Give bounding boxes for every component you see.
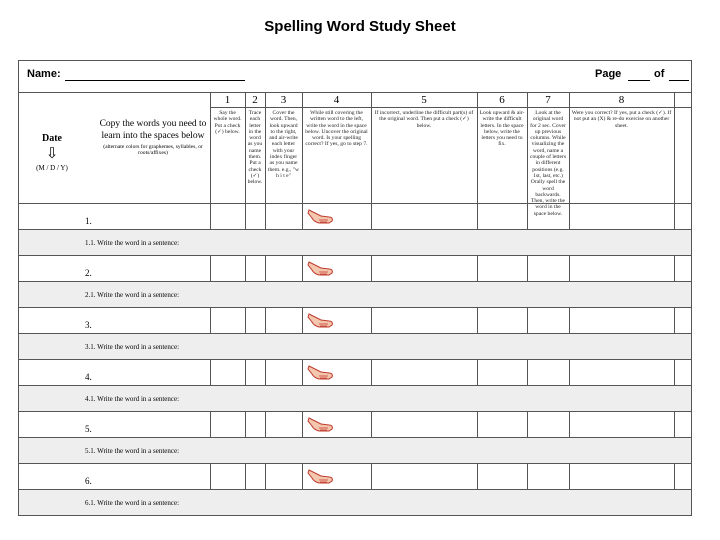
column-divider [674,203,675,229]
column-divider [302,307,303,333]
column-divider [569,411,570,437]
date-format: (M / D / Y) [36,164,68,172]
step-7-cell[interactable] [527,255,569,281]
column-divider [371,203,372,229]
step-6-cell[interactable] [477,411,527,437]
step-7-instructions: Look at the original word for 2 sec. Cover up previous columns. While visualizing the word, name a couple of letters in different positions (e.g. 1st, last, etc.) Orally spell the word backwards. Then, write the word in the space below. [529,110,567,217]
step-7-cell[interactable] [527,359,569,385]
step-8-cell[interactable] [569,255,674,281]
name-label: Name: [27,68,61,80]
step-2-cell[interactable] [245,463,265,489]
column-divider [527,463,528,489]
column-divider [477,203,478,229]
step-2-cell[interactable] [245,203,265,229]
step-8-cell[interactable] [674,463,691,489]
sentence-prompt[interactable]: 3.1. Write the word in a sentence: [85,343,180,351]
page-total-field[interactable] [669,80,689,81]
study-sheet-table [18,60,692,516]
step-8-cell[interactable] [569,203,674,229]
column-divider [265,307,266,333]
column-divider [371,463,372,489]
column-divider [265,255,266,281]
step-1-cell[interactable] [210,255,245,281]
header-divider [210,107,691,108]
step-8-cell[interactable] [674,203,691,229]
column-divider [302,203,303,229]
step-8-number: 8 [618,94,625,106]
step-2-cell[interactable] [245,255,265,281]
sentence-prompt[interactable]: 5.1. Write the word in a sentence: [85,447,180,455]
step-8-cell[interactable] [674,255,691,281]
step-8-cell[interactable] [569,463,674,489]
header-divider [19,203,691,204]
step-6-cell[interactable] [477,255,527,281]
step-4-instructions: While still covering the written word to the left, write the word in the space below. Uncover the original word. Is your spelling correct? If yes, go to step 7. [305,110,368,148]
column-divider [245,463,246,489]
step-1-cell[interactable] [210,463,245,489]
step-8-cell[interactable] [674,411,691,437]
step-2-number: 2 [252,94,258,106]
column-divider [674,307,675,333]
step-3-cell[interactable] [265,255,302,281]
row-divider [19,385,691,386]
step-1-number: 1 [224,94,231,106]
word-entry-label: 4. [85,372,92,382]
sentence-prompt[interactable]: 1.1. Write the word in a sentence: [85,239,180,247]
word-entry-label: 6. [85,476,92,486]
date-column-header [23,133,81,172]
step-8-cell[interactable] [674,359,691,385]
step-3-cell[interactable] [265,307,302,333]
step-5-cell[interactable] [371,359,477,385]
column-divider [210,359,211,385]
column-divider [245,93,246,203]
step-6-number: 6 [499,94,505,106]
column-divider [371,93,372,203]
column-divider [265,411,266,437]
column-divider [302,359,303,385]
name-field[interactable] [65,80,245,81]
column-divider [302,411,303,437]
pointing-hand-icon [307,414,335,434]
column-divider [245,359,246,385]
column-divider [674,255,675,281]
column-divider [265,359,266,385]
step-6-instructions: Look upward & air-write the difficult letters. In the space below, write the letters you need to fix. [479,110,525,148]
column-divider [569,93,570,203]
copy-column-header [91,119,215,157]
step-3-cell[interactable] [265,203,302,229]
column-divider [210,411,211,437]
step-8-cell[interactable] [569,307,674,333]
column-divider [569,307,570,333]
step-1-cell[interactable] [210,307,245,333]
sentence-prompt[interactable]: 6.1. Write the word in a sentence: [85,499,180,507]
step-3-cell[interactable] [265,359,302,385]
column-divider [477,463,478,489]
pointing-hand-icon [307,258,335,278]
row-divider [19,229,691,230]
column-divider [371,359,372,385]
step-4-number: 4 [333,94,340,106]
step-8-cell[interactable] [569,359,674,385]
column-divider [674,359,675,385]
copy-note: (alternate colors for graphemes, syllables, or roots/affixes) [103,144,203,157]
page-label: Page [595,68,622,80]
column-divider [210,307,211,333]
column-divider [527,93,528,203]
column-divider [371,255,372,281]
step-3-cell[interactable] [265,463,302,489]
column-divider [569,203,570,229]
column-divider [302,255,303,281]
column-divider [674,411,675,437]
column-divider [569,463,570,489]
step-5-instructions: If incorrect, underline the difficult part(s) of the original word. Then put a check (✓) below. [374,110,474,129]
column-divider [265,463,266,489]
column-divider [674,463,675,489]
column-divider [210,93,211,203]
row-divider [19,333,691,334]
name-row [19,61,691,93]
step-5-cell[interactable] [371,307,477,333]
column-divider [569,255,570,281]
step-2-cell[interactable] [245,359,265,385]
pointing-hand-icon [307,206,335,226]
page-title: Spelling Word Study Sheet [264,18,456,35]
column-divider [371,411,372,437]
column-divider [569,359,570,385]
of-label: of [654,68,665,80]
step-8-instructions: Were you correct? If yes, put a check (✓). If not put an (X) & re-do exercise on another sheet. [571,110,672,129]
step-7-cell[interactable] [527,307,569,333]
step-6-cell[interactable] [477,307,527,333]
column-divider [245,255,246,281]
sentence-prompt[interactable]: 2.1. Write the word in a sentence: [85,291,180,299]
step-1-cell[interactable] [210,411,245,437]
column-divider [371,307,372,333]
column-divider [527,411,528,437]
step-5-cell[interactable] [371,463,477,489]
step-7-number: 7 [545,94,551,106]
pointing-hand-icon [307,362,335,382]
word-entry-label: 5. [85,424,92,434]
column-divider [477,411,478,437]
column-divider [245,203,246,229]
column-divider [210,255,211,281]
sentence-prompt[interactable]: 4.1. Write the word in a sentence: [85,395,180,403]
step-1-cell[interactable] [210,203,245,229]
step-1-instructions: Say the whole word. Put a check (✓) below. [213,110,242,135]
column-divider [302,93,303,203]
word-entry-label: 2. [85,268,92,278]
down-arrow-icon: ⇩ [45,146,59,162]
page-number-field[interactable] [628,80,650,81]
column-divider [302,463,303,489]
column-divider [245,411,246,437]
row-divider [19,489,691,490]
step-2-cell[interactable] [245,307,265,333]
step-5-number: 5 [421,94,427,106]
column-divider [674,93,675,203]
pointing-hand-icon [307,310,335,330]
column-divider [265,203,266,229]
column-divider [477,255,478,281]
step-3-number: 3 [280,94,287,106]
step-7-cell[interactable] [527,463,569,489]
step-6-cell[interactable] [477,359,527,385]
date-label: Date [42,133,62,144]
step-6-cell[interactable] [477,463,527,489]
row-divider [19,437,691,438]
column-divider [477,307,478,333]
column-divider [245,307,246,333]
column-divider [477,93,478,203]
step-8-cell[interactable] [569,411,674,437]
word-entry-label: 3. [85,320,92,330]
step-6-cell[interactable] [477,203,527,229]
column-divider [210,203,211,229]
step-7-cell[interactable] [527,411,569,437]
column-divider [527,307,528,333]
step-2-instructions: Trace each letter in the word as you name them. Put a check (✓) below. [247,110,263,186]
column-divider [265,93,266,203]
step-3-cell[interactable] [265,411,302,437]
column-divider [477,359,478,385]
row-divider [19,281,691,282]
step-1-cell[interactable] [210,359,245,385]
column-divider [527,255,528,281]
step-3-instructions: Cover the word. Then, look upward to the right, and air-write each letter with your index finger as you name them. e.g., "w h i t e" [267,110,300,179]
word-entry-label: 1. [85,216,92,226]
step-5-cell[interactable] [371,411,477,437]
copy-label: Copy the words you need to learn into the spaces below [99,119,207,141]
step-5-cell[interactable] [371,255,477,281]
step-5-cell[interactable] [371,203,477,229]
column-divider [527,359,528,385]
column-divider [527,203,528,229]
column-divider [210,463,211,489]
step-2-cell[interactable] [245,411,265,437]
pointing-hand-icon [307,466,335,486]
step-8-cell[interactable] [674,307,691,333]
